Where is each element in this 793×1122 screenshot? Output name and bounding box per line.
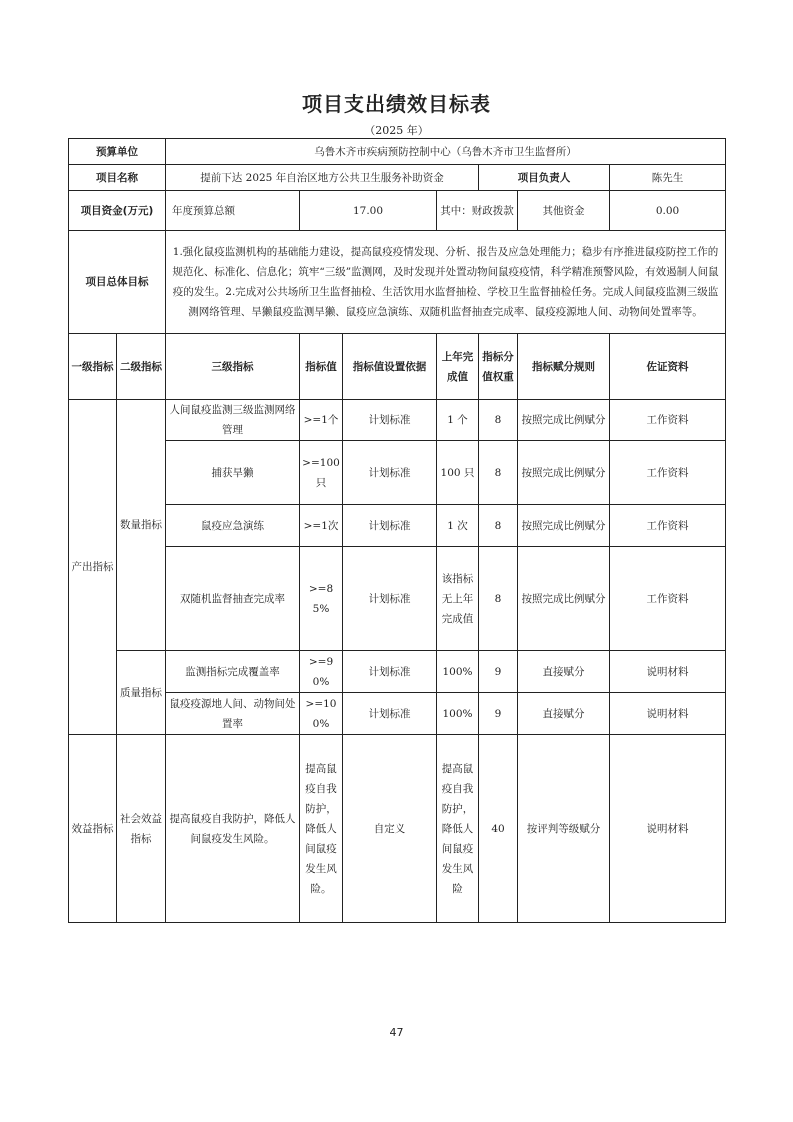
year-label: （2025 年）	[364, 124, 429, 137]
row-last: 提高鼠疫自我防护，降低人间鼠疫发生风险	[437, 735, 479, 923]
row-target: >=100只	[300, 441, 343, 505]
row-target: >=1次	[300, 505, 343, 547]
output-indicator-group: 产出指标	[69, 400, 117, 735]
row-last: 1 次	[437, 505, 479, 547]
header-weight: 指标分值权重	[479, 334, 518, 400]
row-weight: 9	[479, 693, 518, 735]
row-target: >=100%	[300, 693, 343, 735]
budget-unit-value: 乌鲁木齐市疾病预防控制中心（乌鲁木齐市卫生监督所）	[166, 139, 726, 165]
row-rule: 按照完成比例赋分	[518, 505, 610, 547]
quality-indicator-group: 质量指标	[117, 651, 166, 735]
row-weight: 8	[479, 400, 518, 441]
table-row	[69, 505, 726, 547]
table-row	[69, 441, 726, 505]
other-funds-value: 0.00	[610, 191, 726, 231]
quantity-indicator-group: 数量指标	[117, 400, 166, 651]
row-l3: 双随机监督抽查完成率	[166, 547, 300, 651]
row-target: >=1个	[300, 400, 343, 441]
row-weight: 8	[479, 547, 518, 651]
row-basis: 计划标准	[343, 505, 437, 547]
project-leader-value: 陈先生	[610, 165, 726, 191]
header-level2: 二级指标	[117, 334, 166, 400]
row-basis: 计划标准	[343, 651, 437, 693]
performance-target-table	[68, 138, 726, 923]
table-row	[69, 693, 726, 735]
row-evidence: 说明材料	[610, 735, 726, 923]
row-evidence: 工作资料	[610, 547, 726, 651]
overall-goal-text: 1.强化鼠疫监测机构的基础能力建设，提高鼠疫疫情发现、分析、报告及应急处理能力；稳步有序推进鼠疫防控工作的规范化、标准化、信息化；筑牢“三级”监测网，及时发现并处置动物间鼠疫疫情，科学精准预警风险，有效遏制人间鼠疫的发生。2.完成对公共场所卫生监督抽检、生活饮用水监督抽检、学校卫生监督抽检任务。完成人间鼠疫监测三级监测网络管理、旱獭鼠疫监测旱獭、鼠疫应急演练、双随机监督抽查完成率、鼠疫疫源地人间、动物间处置率等。	[166, 231, 726, 334]
row-l3: 提高鼠疫自我防护，降低人间鼠疫发生风险。	[166, 735, 300, 923]
header-rule: 指标赋分规则	[518, 334, 610, 400]
row-basis: 计划标准	[343, 693, 437, 735]
row-rule: 直接赋分	[518, 693, 610, 735]
row-rule: 按照完成比例赋分	[518, 400, 610, 441]
annual-total-value: 17.00	[300, 191, 437, 231]
row-l3: 鼠疫应急演练	[166, 505, 300, 547]
row-evidence: 说明材料	[610, 693, 726, 735]
table-row	[69, 735, 726, 923]
table-row	[69, 651, 726, 693]
row-rule: 按评判等级赋分	[518, 735, 610, 923]
row-weight: 40	[479, 735, 518, 923]
project-name-label: 项目名称	[69, 165, 166, 191]
row-rule: 按照完成比例赋分	[518, 441, 610, 505]
row-weight: 8	[479, 441, 518, 505]
row-target: 提高鼠疫自我防护，降低人间鼠疫发生风险。	[300, 735, 343, 923]
annual-total-label: 年度预算总额	[166, 191, 300, 231]
header-level3: 三级指标	[166, 334, 300, 400]
row-l3: 人间鼠疫监测三级监测网络管理	[166, 400, 300, 441]
table-row	[69, 547, 726, 651]
row-last: 100 只	[437, 441, 479, 505]
row-evidence: 工作资料	[610, 441, 726, 505]
header-target: 指标值	[300, 334, 343, 400]
row-evidence: 工作资料	[610, 400, 726, 441]
project-funds-label: 项目资金(万元)	[69, 191, 166, 231]
other-funds-label: 其他资金	[518, 191, 610, 231]
header-evidence: 佐证资料	[610, 334, 726, 400]
row-basis: 自定义	[343, 735, 437, 923]
row-basis: 计划标准	[343, 547, 437, 651]
budget-unit-label: 预算单位	[69, 139, 166, 165]
row-evidence: 工作资料	[610, 505, 726, 547]
page-number: 47	[389, 1026, 404, 1039]
row-weight: 9	[479, 651, 518, 693]
row-last: 100%	[437, 651, 479, 693]
row-rule: 直接赋分	[518, 651, 610, 693]
page-title: 项目支出绩效目标表	[302, 92, 491, 116]
row-evidence: 说明材料	[610, 651, 726, 693]
row-l3: 鼠疫疫源地人间、动物间处置率	[166, 693, 300, 735]
header-last-year: 上年完成值	[437, 334, 479, 400]
row-basis: 计划标准	[343, 441, 437, 505]
row-l3: 监测指标完成覆盖率	[166, 651, 300, 693]
row-last: 1 个	[437, 400, 479, 441]
row-target: >=90%	[300, 651, 343, 693]
row-last: 该指标无上年完成值	[437, 547, 479, 651]
benefit-indicator-group: 效益指标	[69, 735, 117, 923]
social-benefit-indicator-group: 社会效益指标	[117, 735, 166, 923]
row-target: >=85%	[300, 547, 343, 651]
row-l3: 捕获旱獭	[166, 441, 300, 505]
header-level1: 一级指标	[69, 334, 117, 400]
overall-goal-label: 项目总体目标	[69, 231, 166, 334]
project-leader-label: 项目负责人	[479, 165, 610, 191]
header-basis: 指标值设置依据	[343, 334, 437, 400]
fiscal-label: 其中：财政拨款	[437, 191, 518, 231]
row-rule: 按照完成比例赋分	[518, 547, 610, 651]
row-last: 100%	[437, 693, 479, 735]
row-basis: 计划标准	[343, 400, 437, 441]
table-row	[69, 400, 726, 441]
project-name-value: 提前下达 2025 年自治区地方公共卫生服务补助资金	[166, 165, 479, 191]
row-weight: 8	[479, 505, 518, 547]
